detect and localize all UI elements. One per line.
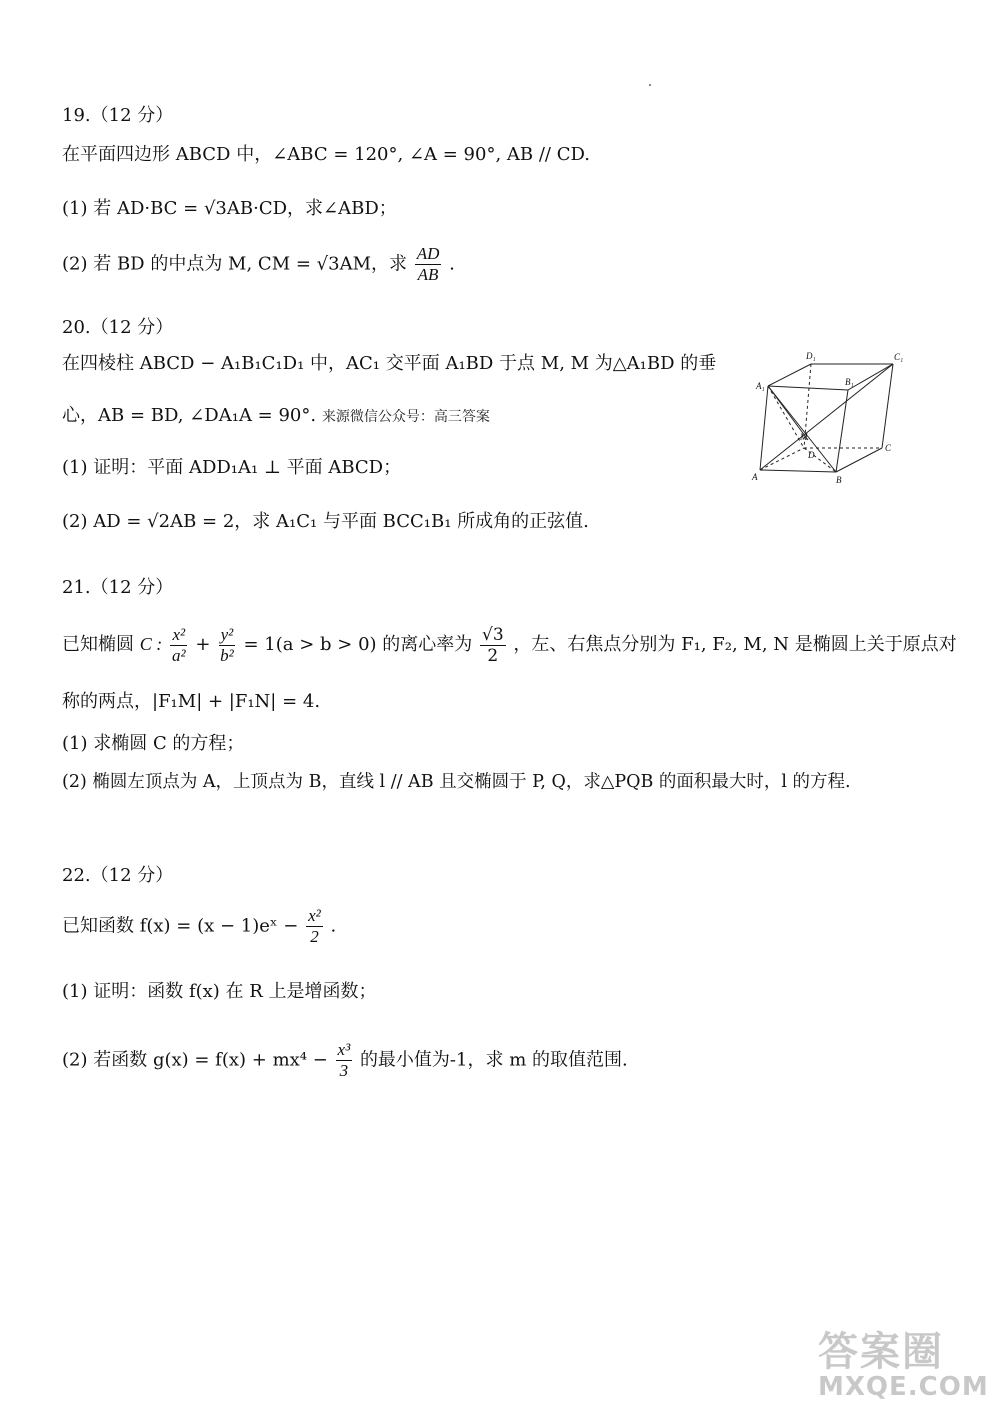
q21-stem-pre: 已知椭圆 [62,634,134,655]
label-a1: A₁ [756,381,765,391]
q19-part2-end: . [449,253,455,275]
q21-part1: (1) 求椭圆 C 的方程； [62,733,245,754]
q22-part2-post: 的最小值为-1，求 m 的取值范围. [359,1049,628,1071]
edge-a-b [760,470,836,472]
q22-stem [62,906,336,947]
q21-stem-line1 [62,624,957,666]
prism-figure [748,350,908,488]
q21-part2: (2) 椭圆左顶点为 A，上顶点为 B，直线 l // AB 且交椭圆于 P, Q，求△PQB 的面积最大时，l 的方程. [62,772,851,792]
q21-y-fraction [218,625,236,666]
label-d: D [808,450,815,460]
stray-dot [649,84,651,86]
q21-header: 21.（12 分） [62,577,174,598]
watermark-site-text: MXQE.COM [818,1372,989,1402]
q22-stem-denominator: 2 [310,927,319,946]
q20-stem-line2-text: 心，AB = BD, ∠DA₁A = 90°. [62,405,317,426]
q21-stem-post: ，左、右焦点分别为 F₁, F₂, M, N 是椭圆上关于原点对 [513,634,957,655]
q21-x-fraction [170,625,188,666]
q21-y-denominator: b² [220,645,234,665]
label-b: B [836,475,842,485]
edge-c-c1 [882,364,893,448]
q19-stem: 在平面四边形 ABCD 中，∠ABC = 120°, ∠A = 90°, AB // CD. [62,144,590,165]
label-b1: B₁ [845,377,854,387]
edge-a-d [760,448,804,470]
watermark-logo [812,1320,992,1406]
q19-part2-fraction [415,244,442,285]
segment-a1-b [768,386,836,472]
label-m: M [800,432,808,442]
q22-part2-denominator: 3 [339,1061,349,1080]
q19-header: 19.（12 分） [62,105,174,126]
q19-part2 [62,244,455,285]
q20-source-note: 来源微信公众号：高三答案 [321,409,490,425]
q21-stem-eq: = 1(a > b > 0) 的离心率为 [243,634,473,655]
label-a: A [752,472,758,482]
edge-a1-b1 [768,386,848,390]
q20-stem-line2 [62,404,490,429]
q22-stem-post: . [330,915,337,937]
q21-ecc-denominator: 2 [487,645,499,666]
q21-x-numerator: x² [172,624,186,644]
edge-b-b1 [836,390,848,472]
edge-a1-d1 [768,364,811,386]
q19-part1: (1) 若 AD·BC = √3AB·CD，求∠ABD； [62,198,397,219]
q21-ecc-fraction [480,625,506,666]
q19-fraction-denominator: AB [417,265,439,284]
q22-part2 [62,1040,628,1081]
q22-part2-numerator: x³ [337,1040,351,1059]
q19-part2-text: (2) 若 BD 的中点为 M, CM = √3AM，求 [62,253,407,275]
q22-part1: (1) 证明：函数 f(x) 在 R 上是增函数； [62,981,377,1002]
q22-part2-pre: (2) 若函数 g(x) = f(x) + mx⁴ − [62,1049,328,1071]
q20-header: 20.（12 分） [62,317,174,338]
q21-ecc-numerator: √3 [482,624,504,645]
label-c: C [885,443,892,453]
q20-part2: (2) AD = √2AB = 2，求 A₁C₁ 与平面 BCC₁B₁ 所成角的正弦值. [62,511,589,532]
edge-b-c [836,448,882,472]
q21-y-numerator: y² [220,624,234,644]
label-c1: C₁ [894,352,904,362]
q22-header: 22.（12 分） [62,865,174,886]
q22-stem-pre: 已知函数 f(x) = (x − 1)eˣ − [62,915,299,937]
q20-stem-line1: 在四棱柱 ABCD − A₁B₁C₁D₁ 中，AC₁ 交平面 A₁BD 于点 M, M 为△A₁BD 的垂 [62,353,717,374]
q21-plus: + [195,634,211,655]
segment-a1-d [768,386,804,448]
q21-x-denominator: a² [171,645,186,665]
q21-stem-c: C : [139,634,163,654]
edge-a-a1 [760,386,768,470]
q20-part1: (1) 证明：平面 ADD₁A₁ ⊥ 平面 ABCD； [62,457,402,478]
label-d1: D₁ [806,351,816,361]
edge-b1-c1 [848,364,893,390]
watermark-top-text: 答案圈 [818,1329,944,1375]
q22-stem-fraction [306,906,323,947]
q22-part2-fraction [336,1040,353,1081]
q21-stem-line2: 称的两点，|F₁M| + |F₁N| = 4. [62,691,321,712]
q19-fraction-numerator: AD [416,244,440,263]
q22-stem-numerator: x² [308,906,321,925]
